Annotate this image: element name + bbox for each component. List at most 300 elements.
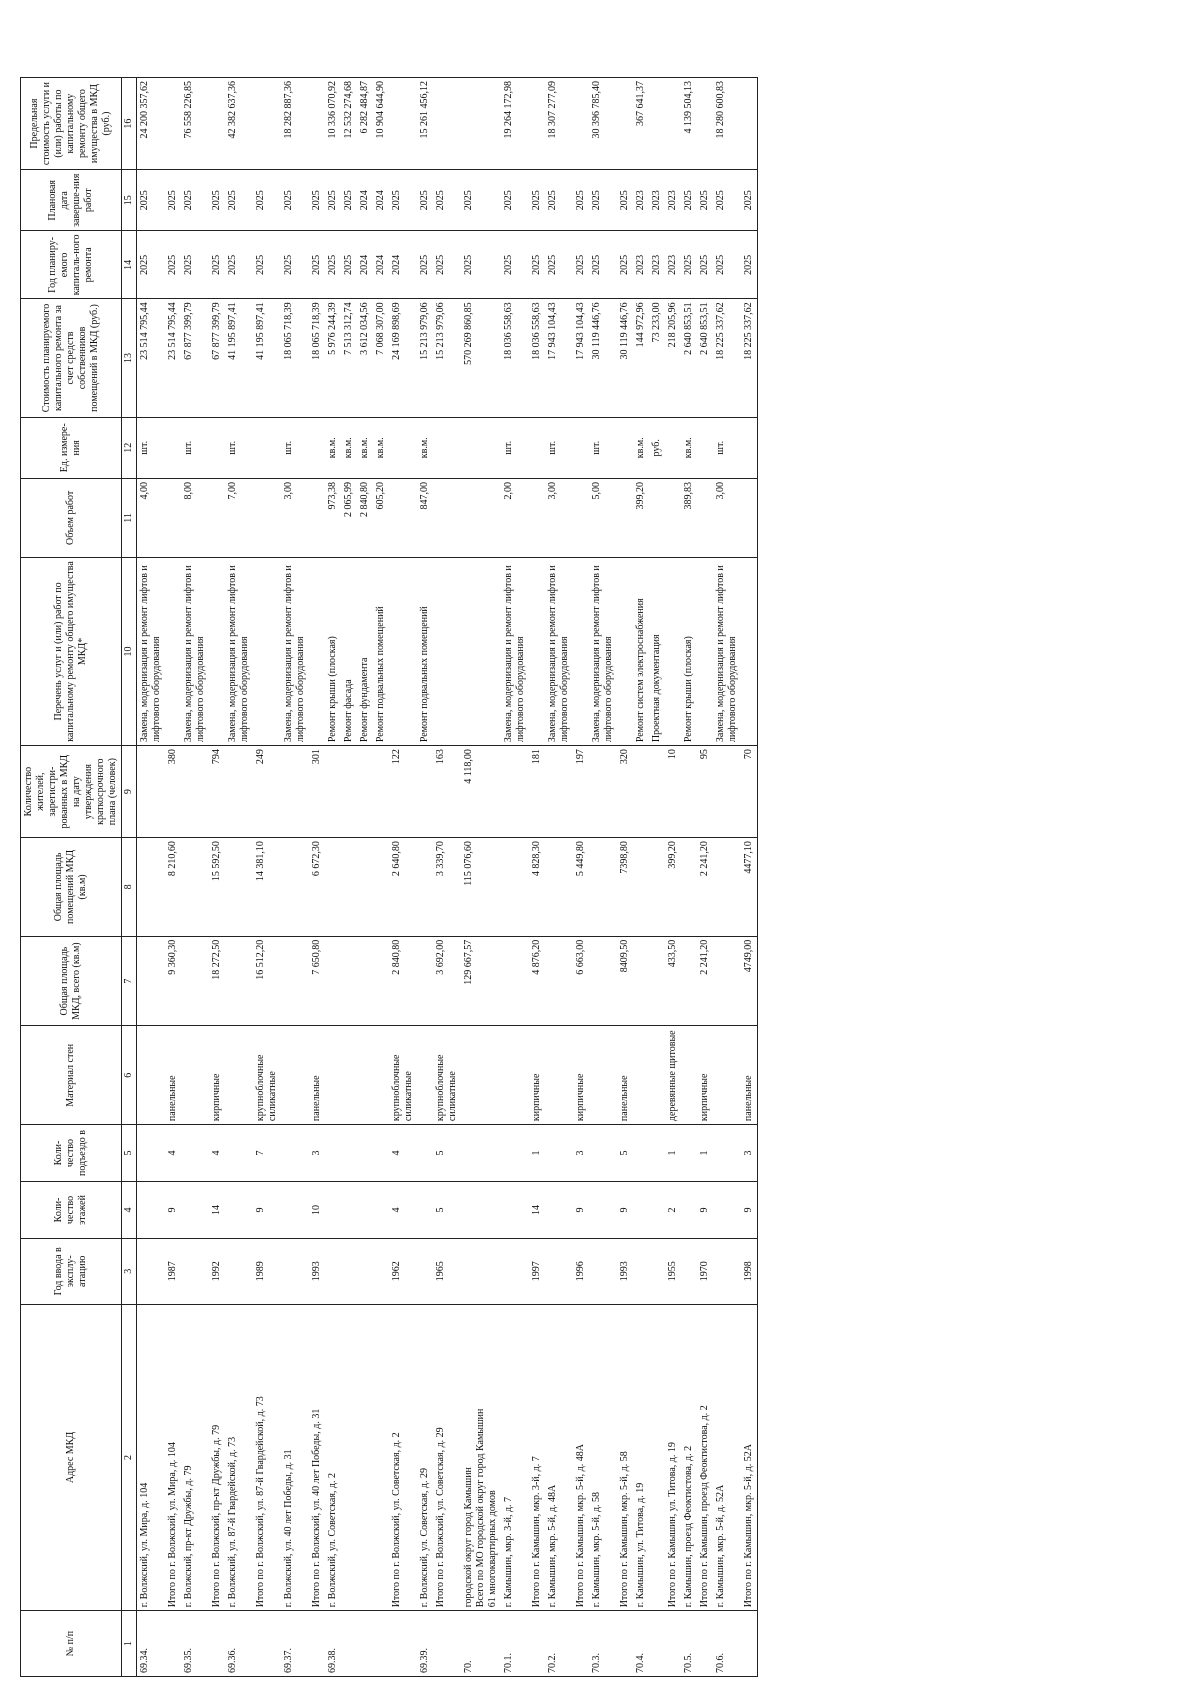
table-cell: 2025 [573, 231, 589, 299]
table-cell: 2 241,20 [697, 936, 713, 1026]
table-cell [713, 1182, 741, 1239]
table-cell: Ремонт подвальных помещений [417, 557, 433, 745]
table-cell [529, 478, 545, 557]
table-cell: 5 449,80 [573, 838, 589, 937]
table-cell [433, 78, 461, 170]
table-cell: г. Камышин, ул. Титова, д. 19 [633, 1304, 649, 1611]
table-cell [181, 1182, 209, 1239]
table-cell: 2025 [501, 170, 529, 231]
table-cell: 320 [617, 746, 633, 838]
table-cell [341, 1125, 357, 1182]
column-header: Коли-чество подъездо в [21, 1125, 122, 1182]
table-cell: кв.м. [325, 417, 341, 478]
table-cell: 1993 [617, 1238, 633, 1304]
table-cell: Итого по г. Камышин, мкр. 5-й, д. 58 [617, 1304, 633, 1611]
table-cell [697, 1611, 713, 1677]
table-cell [341, 1026, 357, 1125]
table-cell [417, 1026, 433, 1125]
table-cell [357, 838, 373, 937]
table-cell: 70.3. [589, 1611, 617, 1677]
table-cell [649, 478, 665, 557]
table-cell [617, 478, 633, 557]
table-cell: 399,20 [633, 478, 649, 557]
table-cell [501, 1125, 529, 1182]
table-cell: 17 943 104,43 [545, 299, 573, 417]
table-cell: 3 612 034,56 [357, 299, 373, 417]
table-cell: 367 641,37 [633, 78, 649, 170]
table-cell: 76 558 226,85 [181, 78, 209, 170]
table-cell: Итого по г. Волжский, ул. 40 лет Победы, д. 31 [309, 1304, 325, 1611]
table-cell: Итого по г. Волжский, пр-кт Дружбы, д. 79 [209, 1304, 225, 1611]
rotated-document [20, 77, 1160, 1677]
table-cell: г. Камышин, мкр. 5-й, д. 48А [545, 1304, 573, 1611]
table-cell: крупноблочные силикатные [253, 1026, 281, 1125]
table-cell: 2025 [137, 231, 166, 299]
table-cell [617, 417, 633, 478]
table-cell: 163 [433, 746, 461, 838]
table-cell [373, 1125, 389, 1182]
table-cell: 3 [573, 1125, 589, 1182]
table-cell: 433,50 [665, 936, 681, 1026]
table-cell: 2025 [253, 231, 281, 299]
table-cell [225, 746, 253, 838]
table-cell: Итого по г. Камышин, проезд Феоктистова, д. 2 [697, 1304, 713, 1611]
table-cell: Ремонт крыши (плоская) [325, 557, 341, 745]
table-cell [681, 838, 697, 937]
table-cell: Замена, модернизация и ремонт лифтов и лифтового оборудования [713, 557, 741, 745]
table-cell [281, 1026, 309, 1125]
table-cell [633, 1238, 649, 1304]
table-cell [461, 78, 501, 170]
table-cell [461, 1125, 501, 1182]
table-cell: 70 [741, 746, 758, 838]
table-row [741, 78, 758, 1677]
table-cell [137, 936, 166, 1026]
table-cell: крупноблочные силикатные [389, 1026, 417, 1125]
table-cell [181, 1026, 209, 1125]
table-row [309, 78, 325, 1677]
table-cell: 41 195 897,41 [225, 299, 253, 417]
table-cell: 3 [309, 1125, 325, 1182]
table-cell: кирпичные [209, 1026, 225, 1125]
table-cell [529, 417, 545, 478]
table-cell: 1962 [389, 1238, 417, 1304]
table-cell [417, 1125, 433, 1182]
table-cell [713, 1238, 741, 1304]
table-row [137, 78, 166, 1677]
table-cell: 2025 [617, 231, 633, 299]
table-cell [433, 557, 461, 745]
table-cell: 122 [389, 746, 417, 838]
column-number: 3 [122, 1238, 137, 1304]
table-cell: 69.39. [417, 1611, 433, 1677]
table-cell: Ремонт крыши (плоская) [681, 557, 697, 745]
table-cell: Замена, модернизация и ремонт лифтов и лифтового оборудования [281, 557, 309, 745]
table-cell: 1993 [309, 1238, 325, 1304]
table-cell: кв.м. [417, 417, 433, 478]
table-cell [373, 746, 389, 838]
table-cell [649, 838, 665, 937]
table-row [529, 78, 545, 1677]
table-cell: 1 [665, 1125, 681, 1182]
column-header: Адрес МКД [21, 1304, 122, 1611]
table-cell: 7 513 312,74 [341, 299, 357, 417]
table-cell: 10 904 644,90 [373, 78, 389, 170]
column-header: Перечень услуг и (или) работ по капитальному ремонту общего имущества МКД* [21, 557, 122, 745]
table-cell [545, 746, 573, 838]
table-cell [461, 1026, 501, 1125]
table-cell [253, 78, 281, 170]
table-cell [325, 1125, 341, 1182]
table-cell [617, 78, 633, 170]
table-cell [253, 557, 281, 745]
table-cell [697, 417, 713, 478]
table-cell: кв.м. [681, 417, 697, 478]
table-cell: 2025 [681, 170, 697, 231]
table-cell [501, 838, 529, 937]
table-cell [137, 746, 166, 838]
table-cell: Замена, модернизация и ремонт лифтов и лифтового оборудования [181, 557, 209, 745]
table-row [649, 78, 665, 1677]
table-cell: 2 840,80 [357, 478, 373, 557]
table-row [573, 78, 589, 1677]
table-cell: 605,20 [373, 478, 389, 557]
table-cell [373, 1026, 389, 1125]
table-row [341, 78, 357, 1677]
table-cell: 14 [529, 1182, 545, 1239]
table-cell [461, 1238, 501, 1304]
table-cell [389, 557, 417, 745]
table-cell [357, 1611, 373, 1677]
table-cell: 24 169 898,69 [389, 299, 417, 417]
table-cell [309, 78, 325, 170]
table-cell: 5,00 [589, 478, 617, 557]
table-row [209, 78, 225, 1677]
table-cell: 1997 [529, 1238, 545, 1304]
table-cell: городской округ город Камышин Всего по МО городской округ город Камышин 61 многоквартирных домов [461, 1304, 501, 1611]
table-cell: 12 532 274,68 [341, 78, 357, 170]
table-cell: шт. [137, 417, 166, 478]
table-cell: 1 [529, 1125, 545, 1182]
table-cell [461, 1182, 501, 1239]
table-cell [713, 936, 741, 1026]
table-cell: 1970 [697, 1238, 713, 1304]
table-cell [617, 557, 633, 745]
table-cell [357, 1125, 373, 1182]
table-cell [281, 936, 309, 1026]
table-cell: 6 282 484,87 [357, 78, 373, 170]
table-cell: 7 [253, 1125, 281, 1182]
table-cell: 3 339,70 [433, 838, 461, 937]
table-cell [181, 746, 209, 838]
table-cell [461, 478, 501, 557]
table-cell [545, 936, 573, 1026]
table-cell: 2023 [649, 231, 665, 299]
table-row [165, 78, 181, 1677]
table-cell: Ремонт систем электроснабжения [633, 557, 649, 745]
table-row [433, 78, 461, 1677]
table-cell: 73 233,00 [649, 299, 665, 417]
table-cell [433, 478, 461, 557]
table-cell: г. Волжский, пр-кт Дружбы, д. 79 [181, 1304, 209, 1611]
table-cell: 6 672,30 [309, 838, 325, 937]
table-cell [357, 936, 373, 1026]
table-cell [373, 936, 389, 1026]
table-cell: 2024 [373, 231, 389, 299]
table-cell: кирпичные [697, 1026, 713, 1125]
table-cell [633, 1182, 649, 1239]
table-cell: 15 261 456,12 [417, 78, 433, 170]
table-cell: 1 [697, 1125, 713, 1182]
table-cell: Итого по г. Камышин, мкр. 5-й, д. 52А [741, 1304, 758, 1611]
column-header: Стоимость планируемого капитального ремонта за счет средств собственников помещений в МКД (руб.) [21, 299, 122, 417]
table-cell: 2025 [617, 170, 633, 231]
table-cell [389, 78, 417, 170]
table-cell [209, 78, 225, 170]
table-cell: 2025 [545, 170, 573, 231]
column-header: Объем работ [21, 478, 122, 557]
table-cell [253, 478, 281, 557]
table-cell [665, 1611, 681, 1677]
table-cell [617, 1611, 633, 1677]
table-cell: Итого по г. Камышин, мкр. 5-й, д. 48А [573, 1304, 589, 1611]
table-cell: 18 065 718,39 [309, 299, 325, 417]
table-cell: 4749,00 [741, 936, 758, 1026]
table-cell: г. Волжский, ул. Советская, д. 2 [325, 1304, 341, 1611]
table-body [137, 78, 758, 1677]
table-cell: 5 [617, 1125, 633, 1182]
table-cell [357, 1238, 373, 1304]
table-cell: 2025 [573, 170, 589, 231]
table-cell [309, 557, 325, 745]
table-row [501, 78, 529, 1677]
table-cell: г. Волжский, ул. 40 лет Победы, д. 31 [281, 1304, 309, 1611]
table-cell: 4 [389, 1182, 417, 1239]
table-cell: кв.м. [357, 417, 373, 478]
table-cell: 8,00 [181, 478, 209, 557]
table-cell [681, 746, 697, 838]
table-cell: 95 [697, 746, 713, 838]
table-cell [181, 1238, 209, 1304]
table-cell [373, 1611, 389, 1677]
table-cell [461, 417, 501, 478]
table-cell: 2025 [461, 231, 501, 299]
table-cell: 2 640 853,51 [681, 299, 697, 417]
table-cell: Замена, модернизация и ремонт лифтов и лифтового оборудования [137, 557, 166, 745]
table-cell [573, 557, 589, 745]
table-row [225, 78, 253, 1677]
table-cell: 4 [389, 1125, 417, 1182]
table-cell: 380 [165, 746, 181, 838]
table-cell [373, 838, 389, 937]
table-cell [389, 417, 417, 478]
table-cell [165, 417, 181, 478]
table-cell: 15 592,50 [209, 838, 225, 937]
table-cell: 2024 [357, 170, 373, 231]
table-cell: 9 [165, 1182, 181, 1239]
table-cell: Ремонт фундамента [357, 557, 373, 745]
table-cell: деревянные щитовые [665, 1026, 681, 1125]
table-cell [545, 1182, 573, 1239]
table-cell: 10 [665, 746, 681, 838]
table-cell [649, 78, 665, 170]
table-cell: 69.36. [225, 1611, 253, 1677]
table-cell [309, 1611, 325, 1677]
table-cell [341, 936, 357, 1026]
table-cell [209, 557, 225, 745]
table-cell [325, 936, 341, 1026]
table-cell: 4477,10 [741, 838, 758, 937]
table-cell [417, 936, 433, 1026]
table-cell [225, 1125, 253, 1182]
table-cell: 2025 [501, 231, 529, 299]
table-cell: 2025 [325, 231, 341, 299]
table-cell [165, 1611, 181, 1677]
table-cell: 18 307 277,09 [545, 78, 573, 170]
table-cell: шт. [501, 417, 529, 478]
table-cell: г. Волжский, ул. Мира, д. 104 [137, 1304, 166, 1611]
table-row [281, 78, 309, 1677]
column-number: 11 [122, 478, 137, 557]
table-cell: 18 280 600,83 [713, 78, 741, 170]
table-cell [341, 838, 357, 937]
table-cell: Итого по г. Волжский, ул. Мира, д. 104 [165, 1304, 181, 1611]
table-cell [649, 1125, 665, 1182]
table-cell [325, 746, 341, 838]
table-cell: 181 [529, 746, 545, 838]
column-number: 4 [122, 1182, 137, 1239]
table-cell: 70. [461, 1611, 501, 1677]
table-cell: 2025 [309, 170, 325, 231]
table-cell [341, 1182, 357, 1239]
table-cell: 3 692,00 [433, 936, 461, 1026]
table-cell: шт. [589, 417, 617, 478]
table-cell: панельные [309, 1026, 325, 1125]
table-row [665, 78, 681, 1677]
table-cell [417, 1182, 433, 1239]
table-cell: Итого по г. Волжский, ул. Советская, д. 2 [389, 1304, 417, 1611]
table-cell [589, 1238, 617, 1304]
table-cell: 973,38 [325, 478, 341, 557]
table-cell: 2025 [325, 170, 341, 231]
table-cell [529, 78, 545, 170]
table-cell: Итого по г. Волжский, ул. 87-й Гвардейской, д. 73 [253, 1304, 281, 1611]
table-cell [225, 936, 253, 1026]
table-cell: 2025 [389, 170, 417, 231]
table-cell [417, 838, 433, 937]
table-cell: 2023 [633, 231, 649, 299]
table-cell: 67 877 399,79 [209, 299, 225, 417]
table-cell: 1996 [573, 1238, 589, 1304]
table-cell: 2025 [545, 231, 573, 299]
table-cell: 30 119 446,76 [617, 299, 633, 417]
table-row [681, 78, 697, 1677]
table-cell [165, 478, 181, 557]
table-cell [589, 936, 617, 1026]
table-cell: 144 972,96 [633, 299, 649, 417]
table-cell: г. Камышин, мкр. 5-й, д. 52А [713, 1304, 741, 1611]
table-cell: 4 876,20 [529, 936, 545, 1026]
column-header: Общая площадь МКД, всего (кв.м) [21, 936, 122, 1026]
table-cell [741, 1611, 758, 1677]
table-cell [573, 478, 589, 557]
table-cell [325, 838, 341, 937]
table-cell: шт. [225, 417, 253, 478]
table-cell: 7 650,80 [309, 936, 325, 1026]
table-cell: Итого по г. Камышин, ул. Титова, д. 19 [665, 1304, 681, 1611]
table-cell [325, 1238, 341, 1304]
table-cell: г. Камышин, мкр. 5-й, д. 58 [589, 1304, 617, 1611]
table-cell [501, 1238, 529, 1304]
column-number: 8 [122, 838, 137, 937]
table-cell: 70.5. [681, 1611, 697, 1677]
table-row [461, 78, 501, 1677]
table-cell: 17 943 104,43 [573, 299, 589, 417]
table-cell [681, 936, 697, 1026]
table-cell: 9 [253, 1182, 281, 1239]
table-cell: 2025 [433, 170, 461, 231]
table-cell: 23 514 795,44 [165, 299, 181, 417]
table-cell [529, 1611, 545, 1677]
table-row [181, 78, 209, 1677]
table-cell: 2 840,80 [389, 936, 417, 1026]
table-cell [225, 1026, 253, 1125]
table-cell [649, 936, 665, 1026]
table-cell: Проектная документация [649, 557, 665, 745]
table-cell [417, 1238, 433, 1304]
table-cell: 2025 [341, 231, 357, 299]
column-header: Коли-чество этажей [21, 1182, 122, 1239]
table-cell: 847,00 [417, 478, 433, 557]
table-cell: 2025 [209, 170, 225, 231]
table-cell: панельные [617, 1026, 633, 1125]
column-header: Ед. измере-ния [21, 417, 122, 478]
table-cell: Замена, модернизация и ремонт лифтов и лифтового оборудования [225, 557, 253, 745]
table-cell [253, 417, 281, 478]
table-cell [253, 1611, 281, 1677]
table-cell: 2025 [697, 170, 713, 231]
table-cell: 14 381,10 [253, 838, 281, 937]
table-cell [501, 936, 529, 1026]
table-row [417, 78, 433, 1677]
table-cell [309, 478, 325, 557]
table-cell: 2025 [417, 231, 433, 299]
table-cell: 2025 [741, 231, 758, 299]
table-cell [681, 1026, 697, 1125]
table-cell: 9 360,30 [165, 936, 181, 1026]
table-cell: 2025 [461, 170, 501, 231]
table-cell [309, 417, 325, 478]
table-cell: 8 210,60 [165, 838, 181, 937]
table-cell: 1992 [209, 1238, 225, 1304]
table-cell: 2025 [181, 231, 209, 299]
table-cell: г. Волжский, ул. Советская, д. 29 [417, 1304, 433, 1611]
table-cell [713, 838, 741, 937]
table-cell [357, 1182, 373, 1239]
table-cell: 2,00 [501, 478, 529, 557]
table-cell: кв.м. [633, 417, 649, 478]
table-cell: 2024 [357, 231, 373, 299]
table-cell: 2025 [137, 170, 166, 231]
table-cell: 9 [573, 1182, 589, 1239]
table-cell: 18 225 337,62 [713, 299, 741, 417]
table-cell [573, 417, 589, 478]
table-cell [225, 838, 253, 937]
table-cell [665, 78, 681, 170]
table-cell: 2025 [209, 231, 225, 299]
table-cell: Ремонт фасада [341, 557, 357, 745]
table-cell: Итого по г. Камышин, мкр. 3-й, д. 7 [529, 1304, 545, 1611]
